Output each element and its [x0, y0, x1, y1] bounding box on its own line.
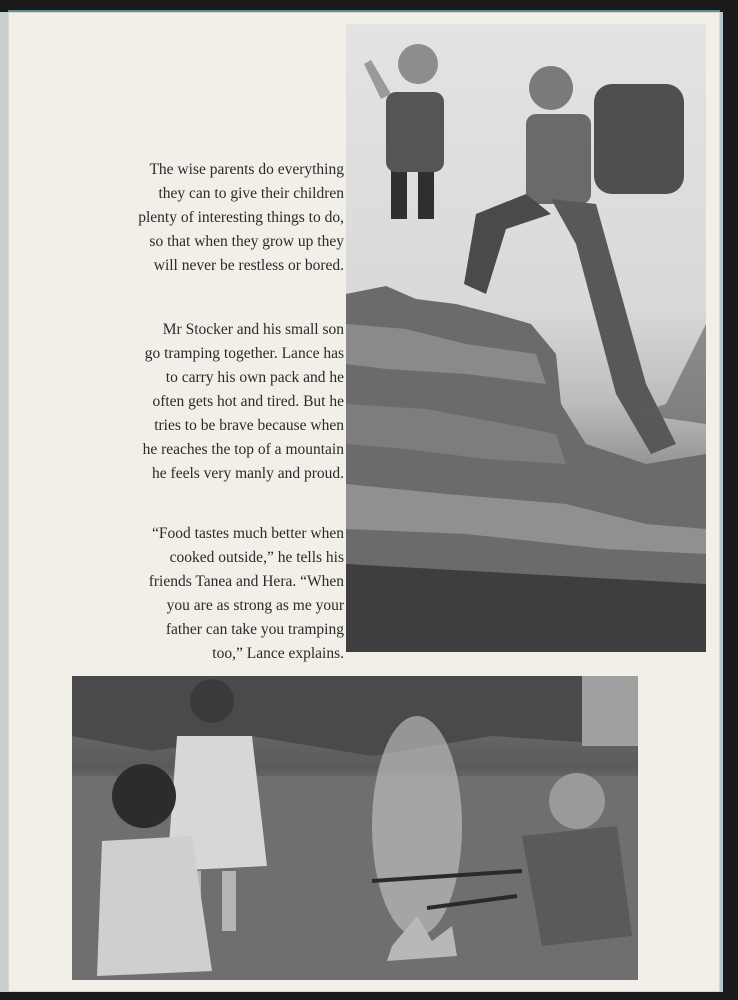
photo-father-and-son-on-rock: [346, 24, 706, 652]
paragraph-intro: The wise parents do everything they can to give their children plenty of interesting things to do, so that when they grow up they will never be restless or bored.: [138, 161, 344, 274]
paragraph-food: “Food tastes much better when cooked outside,” he tells his friends Tanea and Hera. “When you are as strong as me your father can take you tramping too,” Lance explains.: [148, 525, 344, 662]
paragraph-tramping: Mr Stocker and his small son go tramping together. Lance has to carry his own pack and he often gets hot and tired. But he tries to be brave because when he reaches the top of a mountain he feels very manly and proud.: [142, 321, 344, 482]
photo-children-cooking-outdoors: [72, 676, 638, 980]
